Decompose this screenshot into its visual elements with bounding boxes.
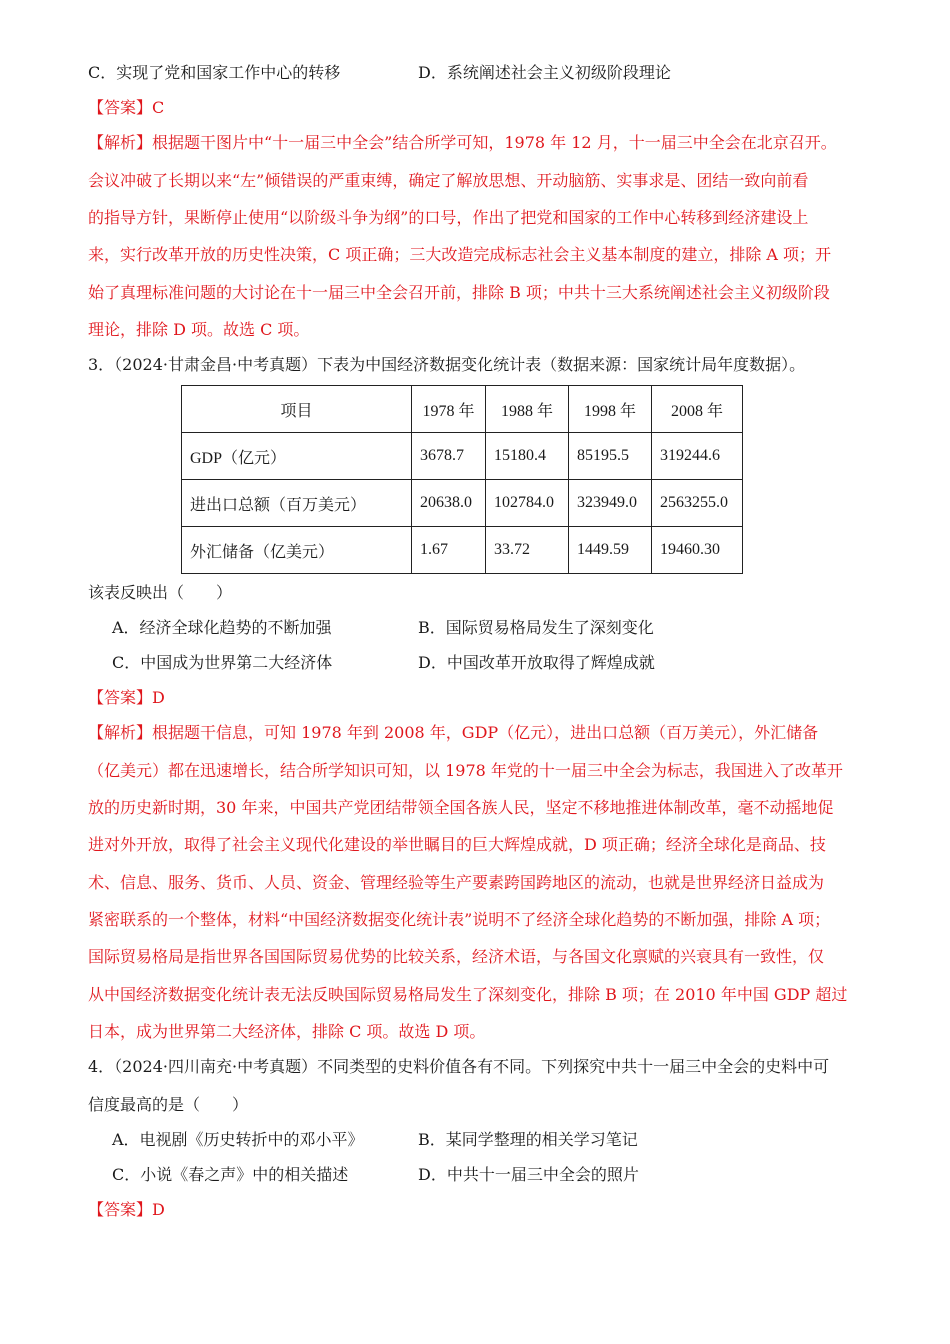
table-cell: 15180.4 bbox=[486, 433, 569, 480]
table-cell: 进出口总额（百万美元） bbox=[182, 480, 412, 527]
q2-analysis-line: 理论，排除 D 项。故选 C 项。 bbox=[88, 320, 310, 339]
table-cell: 33.72 bbox=[486, 527, 569, 574]
q3-analysis-line: 从中国经济数据变化统计表无法反映国际贸易格局发生了深刻变化，排除 B 项；在 2010 年中国 GDP 超过 bbox=[88, 985, 848, 1004]
q4-answer: 【答案】D bbox=[88, 1200, 165, 1219]
q4-option-c: C．小说《春之声》中的相关描述 bbox=[112, 1165, 349, 1184]
table-header-row bbox=[182, 386, 743, 433]
table-cell: 3678.7 bbox=[412, 433, 486, 480]
q3-analysis-line: 国际贸易格局是指世界各国国际贸易优势的比较关系，经济术语，与各国文化禀赋的兴衰具有一致性，仅 bbox=[88, 947, 825, 966]
economic-data-table bbox=[181, 385, 743, 574]
q4-option-d: D．中共十一届三中全会的照片 bbox=[418, 1165, 639, 1184]
q2-analysis-line: 来，实行改革开放的历史性决策，C 项正确；三大改造完成标志社会主义基本制度的建立，排除 A 项；开 bbox=[88, 245, 832, 264]
table-cell: 外汇储备（亿美元） bbox=[182, 527, 412, 574]
table-cell: 1.67 bbox=[412, 527, 486, 574]
table-cell: 20638.0 bbox=[412, 480, 486, 527]
table-row bbox=[182, 527, 743, 574]
q2-analysis-line: 始了真理标准问题的大讨论在十一届三中全会召开前，排除 B 项；中共十三大系统阐述社会主义初级阶段 bbox=[88, 283, 830, 302]
q4-stem-line: 信度最高的是（ ） bbox=[88, 1095, 249, 1114]
table-cell: 2563255.0 bbox=[652, 480, 743, 527]
q4-stem-line: 4．（2024·四川南充·中考真题）不同类型的史料价值各有不同。下列探究中共十一届三中全会的史料中可 bbox=[88, 1057, 830, 1076]
q2-analysis-line: 的指导方针，果断停止使用“以阶级斗争为纲”的口号，作出了把党和国家的工作中心转移到经济建设上 bbox=[88, 208, 809, 227]
q3-analysis-line: 进对外开放，取得了社会主义现代化建设的举世瞩目的巨大辉煌成就，D 项正确；经济全球化是商品、技 bbox=[88, 835, 826, 854]
q3-option-a: A．经济全球化趋势的不断加强 bbox=[112, 618, 332, 637]
table-cell: 323949.0 bbox=[569, 480, 652, 527]
table-header-cell: 1978 年 bbox=[412, 386, 486, 433]
table-header-cell: 项目 bbox=[182, 386, 412, 433]
table-cell: 85195.5 bbox=[569, 433, 652, 480]
table-row bbox=[182, 433, 743, 480]
q4-option-a: A．电视剧《历史转折中的邓小平》 bbox=[112, 1130, 364, 1149]
table-row bbox=[182, 480, 743, 527]
table-cell: 319244.6 bbox=[652, 433, 743, 480]
q3-analysis-line: 放的历史新时期，30 年来，中国共产党团结带领全国各族人民，坚定不移地推进体制改革，毫不动摇地促 bbox=[88, 798, 834, 817]
q3-answer: 【答案】D bbox=[88, 688, 165, 707]
table-cell: 1449.59 bbox=[569, 527, 652, 574]
q2-option-c: C．实现了党和国家工作中心的转移 bbox=[88, 63, 341, 82]
q3-analysis-line: 紧密联系的一个整体，材料“中国经济数据变化统计表”说明不了经济全球化趋势的不断加强，排除 A 项； bbox=[88, 910, 831, 929]
q2-option-d: D．系统阐述社会主义初级阶段理论 bbox=[418, 63, 671, 82]
table-header-cell: 2008 年 bbox=[652, 386, 743, 433]
q3-option-d: D．中国改革开放取得了辉煌成就 bbox=[418, 653, 655, 672]
table-header-cell: 1998 年 bbox=[569, 386, 652, 433]
q3-stem: 3．（2024·甘肃金昌·中考真题）下表为中国经济数据变化统计表（数据来源：国家统计局年度数据）。 bbox=[88, 355, 806, 374]
q3-prompt: 该表反映出（ ） bbox=[88, 583, 233, 602]
q3-analysis-line: 日本，成为世界第二大经济体，排除 C 项。故选 D 项。 bbox=[88, 1022, 486, 1041]
q3-analysis-line: （亿美元）都在迅速增长，结合所学知识可知，以 1978 年党的十一届三中全会为标志，我国进入了改革开 bbox=[88, 761, 843, 780]
q3-analysis-line: 【解析】根据题干信息，可知 1978 年到 2008 年，GDP（亿元），进出口总额（百万美元），外汇储备 bbox=[88, 723, 819, 742]
q3-option-c: C．中国成为世界第二大经济体 bbox=[112, 653, 333, 672]
q4-option-b: B．某同学整理的相关学习笔记 bbox=[418, 1130, 638, 1149]
q2-analysis-line: 会议冲破了长期以来“左”倾错误的严重束缚，确定了解放思想、开动脑筋、实事求是、团结一致向前看 bbox=[88, 171, 809, 190]
table-cell: 102784.0 bbox=[486, 480, 569, 527]
q2-answer: 【答案】C bbox=[88, 98, 165, 117]
table-header-cell: 1988 年 bbox=[486, 386, 569, 433]
q2-analysis-line: 【解析】根据题干图片中“十一届三中全会”结合所学可知，1978 年 12 月，十一届三中全会在北京召开。 bbox=[88, 133, 837, 152]
q3-option-b: B．国际贸易格局发生了深刻变化 bbox=[418, 618, 654, 637]
table-cell: 19460.30 bbox=[652, 527, 743, 574]
q3-analysis-line: 术、信息、服务、货币、人员、资金、管理经验等生产要素跨国跨地区的流动，也就是世界经济日益成为 bbox=[88, 873, 825, 892]
table-cell: GDP（亿元） bbox=[182, 433, 412, 480]
